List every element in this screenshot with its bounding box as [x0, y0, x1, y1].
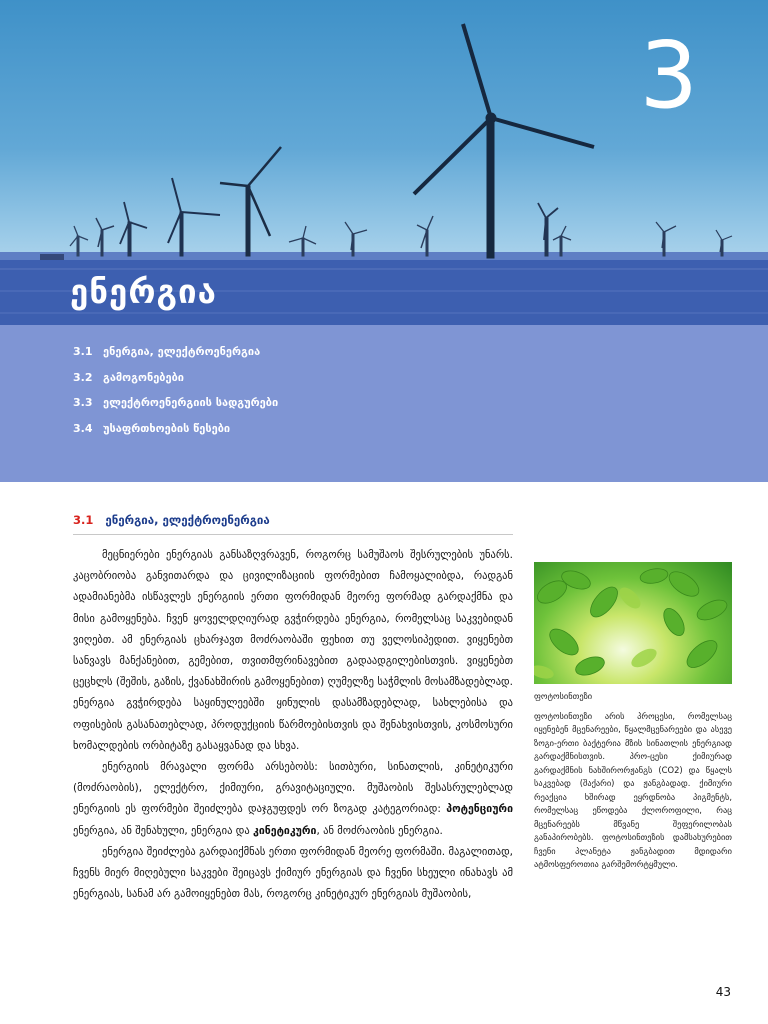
- bold-term: კინეტიკური: [253, 824, 317, 837]
- section-number: 3.1: [73, 513, 94, 527]
- photo-caption: [534, 690, 732, 872]
- body-text: [73, 545, 513, 905]
- leaves-photo: [534, 562, 732, 684]
- toc-item[interactable]: [73, 416, 278, 442]
- toc-item-label: უსაფრთხოების წესები: [103, 421, 231, 435]
- toc-item[interactable]: [73, 365, 278, 391]
- paragraph-text: , ან მოძრაობის ენერგია.: [316, 824, 443, 837]
- section-title: ენერგია, ელექტროენერგია: [105, 513, 270, 527]
- chapter-title: ენერგია: [70, 272, 217, 311]
- toc-item[interactable]: [73, 339, 278, 365]
- paragraph-text: ენერგია, ან შენახული, ენერგია და: [73, 824, 250, 837]
- paragraph: მეცნიერები ენერგიას განსაზღვრავენ, როგორც სამუშაოს შესრულების უნარს. კაცობრიობა განვითარდა და ცივილიზაციის ფორმებით ჩამოყალიბდა, რადგან ადამიანებმა ისწავლეს ენერგიის ერთი ფორმიდან მეორე ფორმად გარდაქმნა და მისი გამოყენება. ჩვენ ყოველდღიურად გვჭირდება ენერგია, რომელსაც საკვებიდან ვიღებთ. ამ ენერგიას ცხარჯავთ მოძრაობაში ფეხით თუ ველოსიპედით. ვიყენებთ სანვავს მანქანებით, გემებით, თვითმფრინავებით გადაადგილებისთვის. ვიყენებთ ცეცხლს (შეშის, გაზის, ქვანახშირის გამოყენებით) ღუმელზე საჭმლის მოსამზადებლად. ენერგია გვჭირდება საყინულეებში ყინულის დასამზადებლად, სახლებისა და ოფისების გასანათებლად, პროდუქციის წარმოებისთვის და შენახვისთვის, კოსმოსური ხომალდების ორბიტაზე გასაყვანად და სხვა.: [73, 549, 513, 752]
- toc-item[interactable]: [73, 390, 278, 416]
- leaves-illustration: [534, 562, 732, 684]
- toc-item-label: ენერგია, ელექტროენერგია: [103, 345, 261, 359]
- paragraph: ენერგია შეიძლება გარდაიქმნას ერთი ფორმიდან მეორე ფორმაში. მაგალითად, ჩვენს მიერ მიღებული საკვები შეიცავს ქიმიურ ენერგიას და ჩვენი სხეული ინახავს ამ ენერგიას, სანამ არ გამოიყენებთ მას, როგორც კინეტიკურ ენერგიას მუშაობის,: [73, 845, 513, 901]
- toc-item-label: გამოგონებები: [103, 370, 184, 384]
- chapter-number: 3: [639, 22, 698, 129]
- page-number: 43: [715, 985, 731, 999]
- table-of-contents: [0, 325, 768, 482]
- toc-item-number: 3.1: [73, 345, 93, 359]
- caption-text: ფოტოსინთეზი არის პროცესი, რომელსაც იყენებენ მცენარეები, წყალმცენარეები და ასევე ზოგი-ერთი ბაქტერია მზის სინათლის ენერგიად გარდაქმნისთვის. პრო-ცესი ქიმიურად გარდაქმნის ნახშირორჟანგს (CO2) და წყალს საკვებად (შაქარი) და ჟანგბადად. ქიმიური რეაქცია ხშირად ეყრდნობა პიგმენტს, რომელსაც ეწოდება ქლოროფილი, რაც მცენარეებს მწვანე შეფერილობას განაპირობებს. ფოტოსინთეზის დამსახურებით ჩვენი პლანეტა ჟანგბადით მდიდარი ატმოსფეროთია გარშემორტყმული.: [534, 710, 732, 869]
- chapter-header-image: [0, 0, 768, 330]
- section-heading: [73, 513, 513, 535]
- toc-list: [73, 339, 278, 441]
- toc-item-label: ელექტროენერგიის სადგურები: [103, 396, 279, 410]
- bold-term: პოტენციური: [446, 803, 513, 816]
- paragraph: [73, 757, 513, 842]
- caption-title: ფოტოსინთეზი: [534, 691, 593, 701]
- toc-item-number: 3.2: [73, 370, 93, 384]
- toc-item-number: 3.3: [73, 396, 93, 410]
- toc-item-number: 3.4: [73, 421, 93, 435]
- paragraph-text: ენერგიის მრავალი ფორმა არსებობს: სითბური, სინათლის, კინეტიკური (მოძრაობის), ელექტრო, ქიმიური, გრავიტაციული. მუშაობის შესასრულებლად ენერგიის ეს ფორმები შეიძლება დაჯგუფდეს ორ ზოგად კატეგორიად:: [73, 761, 513, 816]
